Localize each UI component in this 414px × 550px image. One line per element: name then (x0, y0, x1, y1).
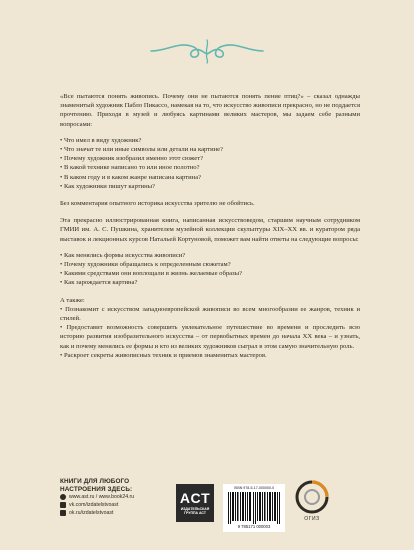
questions-list-1 (60, 136, 360, 191)
list-item: • Что имел в виду художник? (60, 136, 142, 144)
ogiz-emblem-icon (293, 478, 331, 516)
website-link[interactable]: www.ast.ru / www.book24.ru (69, 494, 135, 500)
isbn-label: ISBN 978-5-17-000000-0 (233, 486, 275, 490)
vk-icon (60, 502, 66, 508)
list-item: • Почему художник изобразил именно этот сюжет? (60, 155, 204, 163)
list-item: • Как менялись формы искусства живописи? (60, 251, 186, 259)
ast-logo-text: ACT (179, 490, 211, 506)
also-title: А также: (60, 296, 85, 304)
ast-logo-subtitle: ИЗДАТЕЛЬСКАЯ ГРУППА АСТ (180, 507, 210, 515)
statement-paragraph: Без комментария опытного историка искусства зрителю не обойтись. (60, 200, 255, 208)
vk-link[interactable]: vk.com/izdatelstvoast (69, 502, 119, 508)
list-item: • В какой технике написано то или иное полотно? (60, 164, 200, 172)
list-item: • Какими средствами они воплощали в жизнь желаемые образы? (60, 270, 243, 278)
decorative-swirl-ornament (147, 36, 267, 66)
list-item: • Почему художники обращались к определенным сюжетам? (60, 261, 231, 269)
books-title-line-2: НАСТРОЕНИЯ ЗДЕСЬ: (60, 485, 133, 493)
barcode-bars (228, 492, 280, 524)
globe-icon (60, 494, 66, 500)
list-item: • В каком году и в каком жанре написана картина? (60, 173, 202, 181)
also-item: • Раскроет секреты живописных техник и приемов знаменитых мастеров. (60, 351, 267, 359)
also-item: • Предоставит возможность совершить увлекательное путешествие во времени и проследить всю историю развития изобразительного искусства – от первобытных времен до начала XX века – и узнать, как и почему менялись ее формы и кто из великих художников сыграл в этом самую значительную роль. (60, 324, 360, 350)
barcode-number: 9 785171 000003 (237, 524, 271, 529)
barcode (223, 484, 285, 532)
description-text (60, 92, 360, 360)
intro-paragraph: «Все пытаются понять живопись. Почему они не пытаются понять пение птиц?» – сказал однажды знаменитый художник Пабло Пикассо, намекая на то, что искусство живописи прекрасно, но не поддается прочтению. Приходя в музей и любуясь картинами великих мастеров, мы задаем себе разными вопросами: (60, 93, 360, 128)
book-paragraph: Эта прекрасно иллюстрированная книга, написанная искусствоведом, старшим научным сотрудником ГМИИ им. А. С. Пушкина, хранителем музейной коллекции скульптуры XIX–XX вв. и куратором ряда выставок и лекционных курсов Натальей Кортуновой, поможет вам найти ответы на следующие вопросы: (60, 217, 360, 243)
ast-publisher-logo (176, 484, 214, 522)
ogiz-label: ОГИЗ (304, 516, 320, 522)
also-item: • Познакомит с искусством западноевропейской живописи во всем многообразии ее жанров, техник и стилей. (60, 305, 360, 323)
list-item: • Что значат те или иные символы или детали на картине? (60, 146, 223, 154)
list-item: • Как зарождается картина? (60, 279, 138, 287)
ogiz-logo (293, 478, 331, 526)
books-title-line-1: КНИГИ ДЛЯ ЛЮБОГО (60, 478, 130, 485)
questions-list-2 (60, 251, 360, 288)
list-item: • Как художники пишут картины? (60, 182, 155, 190)
ok-link[interactable]: ok.ru/izdatelstvoast (69, 510, 114, 516)
ok-icon (60, 510, 66, 516)
